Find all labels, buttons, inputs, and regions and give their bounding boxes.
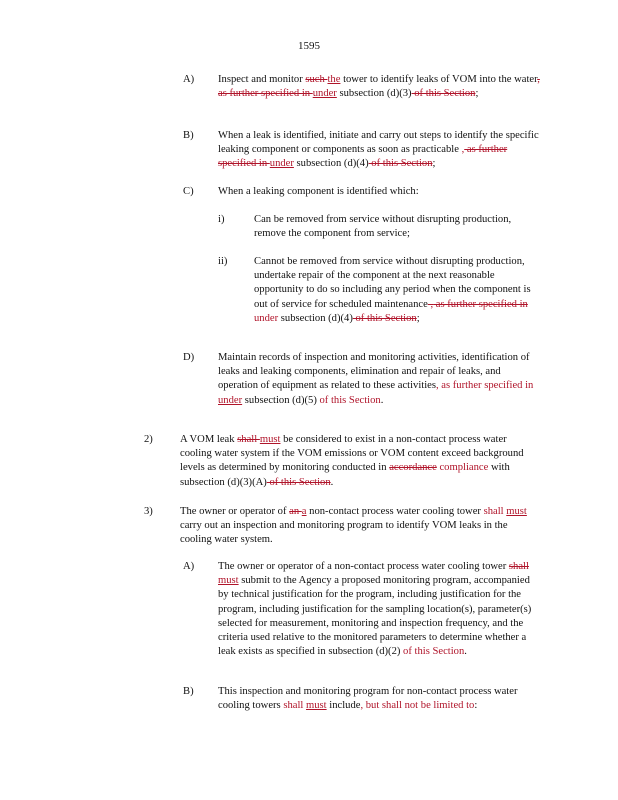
deleted-text: shall — [237, 434, 260, 445]
page-number: 1595 — [298, 40, 320, 52]
added-text: , but shall not be limited to — [360, 700, 475, 712]
deleted-text: of this Section — [368, 158, 433, 170]
added-text: of this Section — [400, 646, 465, 658]
text-run: ; — [416, 312, 420, 324]
inserted-text: under — [312, 88, 337, 100]
text-run: : — [474, 700, 478, 712]
added-text: shall — [283, 700, 306, 712]
item-label: i) — [218, 214, 225, 225]
text-run: with subsection (d)(3)(A) — [180, 462, 510, 488]
item-label: D) — [183, 352, 195, 363]
item-label: ii) — [218, 256, 228, 267]
text-run: Can be removed from service without disrupting production, remove the component from service; — [254, 214, 512, 240]
text-run: This inspection and monitoring program for non-contact process water cooling towers — [218, 686, 518, 712]
text-run: When a leak is identified, initiate and carry out steps to identify the specific leaking component or components as soon as practicable — [218, 130, 539, 156]
item-text — [218, 73, 546, 101]
text-run: Maintain records of inspection and monitoring activities, identification of leaks and leaking components, elimination and repair of leaks, and operation of equipment as related to these activities — [218, 352, 530, 392]
added-text: , as further specified in — [435, 380, 534, 392]
text-run: subsection (d)(3) — [336, 88, 412, 100]
deleted-text: , as further specified in — [218, 74, 540, 100]
item-label: B) — [183, 130, 194, 141]
deleted-text: shall — [508, 561, 529, 572]
item-label: 2) — [144, 434, 153, 445]
text-run: . — [380, 394, 384, 406]
added-text: , — [458, 144, 465, 156]
text-run: Cannot be removed from service without disrupting production, undertake repair of the component at the next reasonable opportunity to do so including any period when the component is out of service for scheduled maintenance — [254, 256, 531, 310]
text-run: non-contact process water cooling tower — [306, 506, 484, 517]
item-text — [254, 213, 522, 241]
item-text — [218, 185, 548, 199]
text-run: A VOM leak — [180, 434, 238, 445]
deleted-text: as further specified in — [218, 144, 508, 170]
deleted-text: of this Section — [266, 476, 331, 488]
text-run: subsection (d)(5) — [242, 394, 317, 406]
item-text — [218, 351, 536, 408]
text-run: subsection (d)(4) — [293, 158, 369, 170]
text-run: carry out an inspection and monitoring program to identify VOM leaks in the cooling water system. — [180, 520, 508, 546]
inserted-text: the — [327, 74, 341, 85]
item-text — [180, 505, 530, 548]
text-run: tower to identify leaks of VOM into the water — [340, 74, 538, 85]
inserted-text: must — [306, 700, 327, 712]
item-label: A) — [183, 561, 195, 572]
text-run: subsection (d)(4) — [278, 312, 353, 324]
text-run: . — [464, 646, 467, 658]
text-run: submit to the Agency a proposed monitoring program, accompanied by technical justification for the program, including justification for the program, including justification for the sampling location(s), parameter(s) selected for measurement, monitoring and inspection frequency, and the criteria used relative to the monitored parameters to determine whether a leak exists as specified in subsection (d)(2) — [218, 575, 532, 658]
item-text — [254, 255, 544, 326]
deleted-text: as further specified in — [433, 298, 528, 310]
text-run: . — [330, 476, 334, 488]
text-run: ; — [475, 88, 479, 100]
inserted-text: under — [269, 158, 294, 170]
inserted-text: must — [218, 575, 239, 587]
deleted-text: an — [289, 506, 302, 517]
added-text: shall — [483, 506, 507, 517]
inserted-text: under — [218, 394, 243, 406]
item-label: C) — [183, 186, 194, 197]
item-text — [218, 560, 536, 659]
text-run: The owner or operator of — [180, 506, 290, 517]
text-run: ; — [432, 158, 436, 170]
text-run: Inspect and monitor — [218, 74, 306, 85]
deleted-text: of this Section — [411, 88, 476, 100]
item-label: 3) — [144, 506, 153, 517]
item-text — [218, 685, 548, 713]
deleted-text: of this Section — [352, 312, 417, 324]
item-text — [218, 129, 548, 172]
item-text — [180, 433, 530, 490]
inserted-text: must — [259, 434, 281, 445]
item-label: B) — [183, 686, 194, 697]
text-run: The owner or operator of a non-contact process water cooling tower — [218, 561, 509, 572]
deleted-text: accordance — [389, 462, 437, 474]
text-run: When a leaking component is identified which: — [218, 186, 419, 197]
deleted-text: such — [305, 74, 328, 85]
added-text: under — [254, 312, 279, 324]
added-text: of this Section — [316, 394, 381, 406]
added-text: compliance — [436, 462, 489, 474]
inserted-text: must — [506, 506, 527, 517]
inserted-text: a — [301, 506, 307, 517]
text-run: be considered to exist in a non-contact process water cooling water system if the VOM emissions or VOM content exceed background levels as determined by monitoring conducted in — [180, 434, 524, 474]
deleted-text: , — [427, 298, 434, 310]
item-label: A) — [183, 74, 195, 85]
text-run: include — [326, 700, 361, 712]
